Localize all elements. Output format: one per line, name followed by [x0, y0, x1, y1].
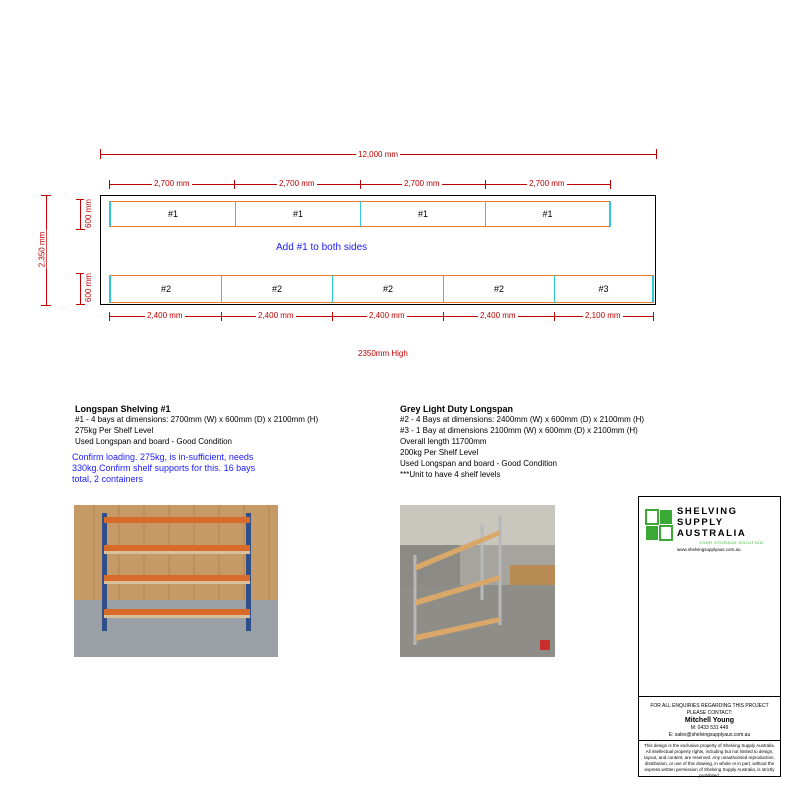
product1-line: 275kg Per Shelf Level: [75, 426, 154, 435]
dim-tick: [234, 180, 235, 189]
brand-tagline: YOUR STORAGE SOLUTION: [699, 540, 764, 545]
row1-width-label: 2,700 mm: [279, 179, 315, 188]
row2-width-label: 2,400 mm: [258, 311, 294, 320]
dim-tick: [653, 312, 654, 321]
bay-3: #3: [554, 275, 654, 303]
plan-note: Add #1 to both sides: [276, 242, 368, 253]
legal-notice: This design is the exclusive property of Shelving Supply Australia. All intellectual property rights, including but not limited to design, layout, and content, are reserved. Any unauthorised reproduction, distribution, or use of this drawing, in whole or in part, without the express written permission of Shelving Supply Australia, is strictly prohibited.: [639, 740, 780, 781]
bay-1: #1: [485, 201, 611, 227]
dim-tick: [554, 312, 555, 321]
product2-line: #2 - 4 Bays at dimensions: 2400mm (W) x 600mm (D) x 2100mm (H): [400, 415, 645, 424]
dim-tick: [109, 180, 110, 189]
product2-line: #3 - 1 Bay at dimensions 2100mm (W) x 600mm (D) x 2100mm (H): [400, 426, 638, 435]
title-block: [638, 496, 781, 777]
product2-line: Overall length 11700mm: [400, 437, 487, 446]
product2-spec: [400, 404, 660, 480]
row1-bays: [109, 201, 611, 227]
row2-width-label: 2,400 mm: [369, 311, 405, 320]
contact-block: [639, 696, 780, 738]
enquiry-line: PLEASE CONTACT:: [686, 710, 733, 716]
dim-tick: [332, 312, 333, 321]
dim-tick: [100, 149, 101, 159]
product1-line: #1 - 4 bays at dimensions: 2700mm (W) x 600mm (D) x 2100mm (H): [75, 415, 319, 424]
row1-width-label: 2,700 mm: [529, 179, 565, 188]
brand-name-line: SHELVING: [677, 506, 738, 517]
bay-1: #1: [360, 201, 485, 227]
contact-phone: M: 0433 531 449: [690, 725, 729, 731]
product2-photo: [400, 505, 555, 657]
dim-tick: [656, 149, 657, 159]
brand-name-line: AUSTRALIA: [677, 528, 747, 539]
dim-tick: [76, 229, 85, 230]
bay-1: #1: [109, 201, 235, 227]
brand-header: [639, 497, 780, 555]
brand-name: [677, 506, 746, 539]
dim-tick: [41, 305, 51, 306]
dim-tick: [109, 312, 110, 321]
row1-width-label: 2,700 mm: [404, 179, 440, 188]
bay-2: #2: [109, 275, 221, 303]
product1-spec: [75, 404, 365, 447]
contact-email: E: sales@shelvingsupplyaus.com.au: [668, 732, 751, 738]
product1-photo: [74, 505, 278, 657]
product2-line: ***Unit to have 4 shelf levels: [400, 470, 501, 479]
dim-tick: [443, 312, 444, 321]
row1-depth-line: [80, 199, 81, 229]
brand-website: www.shelvingsupplyaus.com.au: [677, 547, 741, 552]
dim-tick: [485, 180, 486, 189]
overall-length-label: 12,000 mm: [358, 150, 399, 159]
row2-width-label: 2,400 mm: [480, 311, 516, 320]
product2-line: Used Longspan and board - Good Condition: [400, 459, 557, 468]
product1-line: Used Longspan and board - Good Condition: [75, 437, 232, 446]
product1-note: Confirm loading. 275kg, is in-sufficient, needs 330kg.Confirm shelf supports for this. 16 bays total, 2 containers: [72, 452, 256, 484]
bay-1: #1: [235, 201, 360, 227]
bay-2: #2: [332, 275, 443, 303]
row2-depth-line: [80, 273, 81, 304]
enquiry-line: FOR ALL ENQUIRIES REGARDING THIS PROJECT: [650, 703, 769, 709]
height-note: 2350mm High: [358, 349, 408, 358]
dim-tick: [76, 304, 85, 305]
product1-title: Longspan Shelving #1: [75, 404, 171, 414]
brand-logo-icon: [645, 509, 673, 541]
dim-tick: [221, 312, 222, 321]
row2-width-label: 2,100 mm: [585, 311, 621, 320]
row2-depth-label: 600 mm: [83, 273, 93, 302]
overall-depth-label: 2,350 mm: [37, 231, 47, 268]
row2-bays: [109, 275, 654, 303]
dim-tick: [360, 180, 361, 189]
bay-2: #2: [443, 275, 554, 303]
row2-width-label: 2,400 mm: [147, 311, 183, 320]
row1-depth-label: 600 mm: [83, 199, 93, 228]
brand-name-line: SUPPLY: [677, 517, 724, 528]
bay-2: #2: [221, 275, 332, 303]
product2-line: 200kg Per Shelf Level: [400, 448, 479, 457]
contact-name: Mitchell Young: [684, 717, 735, 724]
product2-title: Grey Light Duty Longspan: [400, 404, 514, 414]
dim-tick: [610, 180, 611, 189]
dim-tick: [41, 195, 51, 196]
row1-width-label: 2,700 mm: [154, 179, 190, 188]
